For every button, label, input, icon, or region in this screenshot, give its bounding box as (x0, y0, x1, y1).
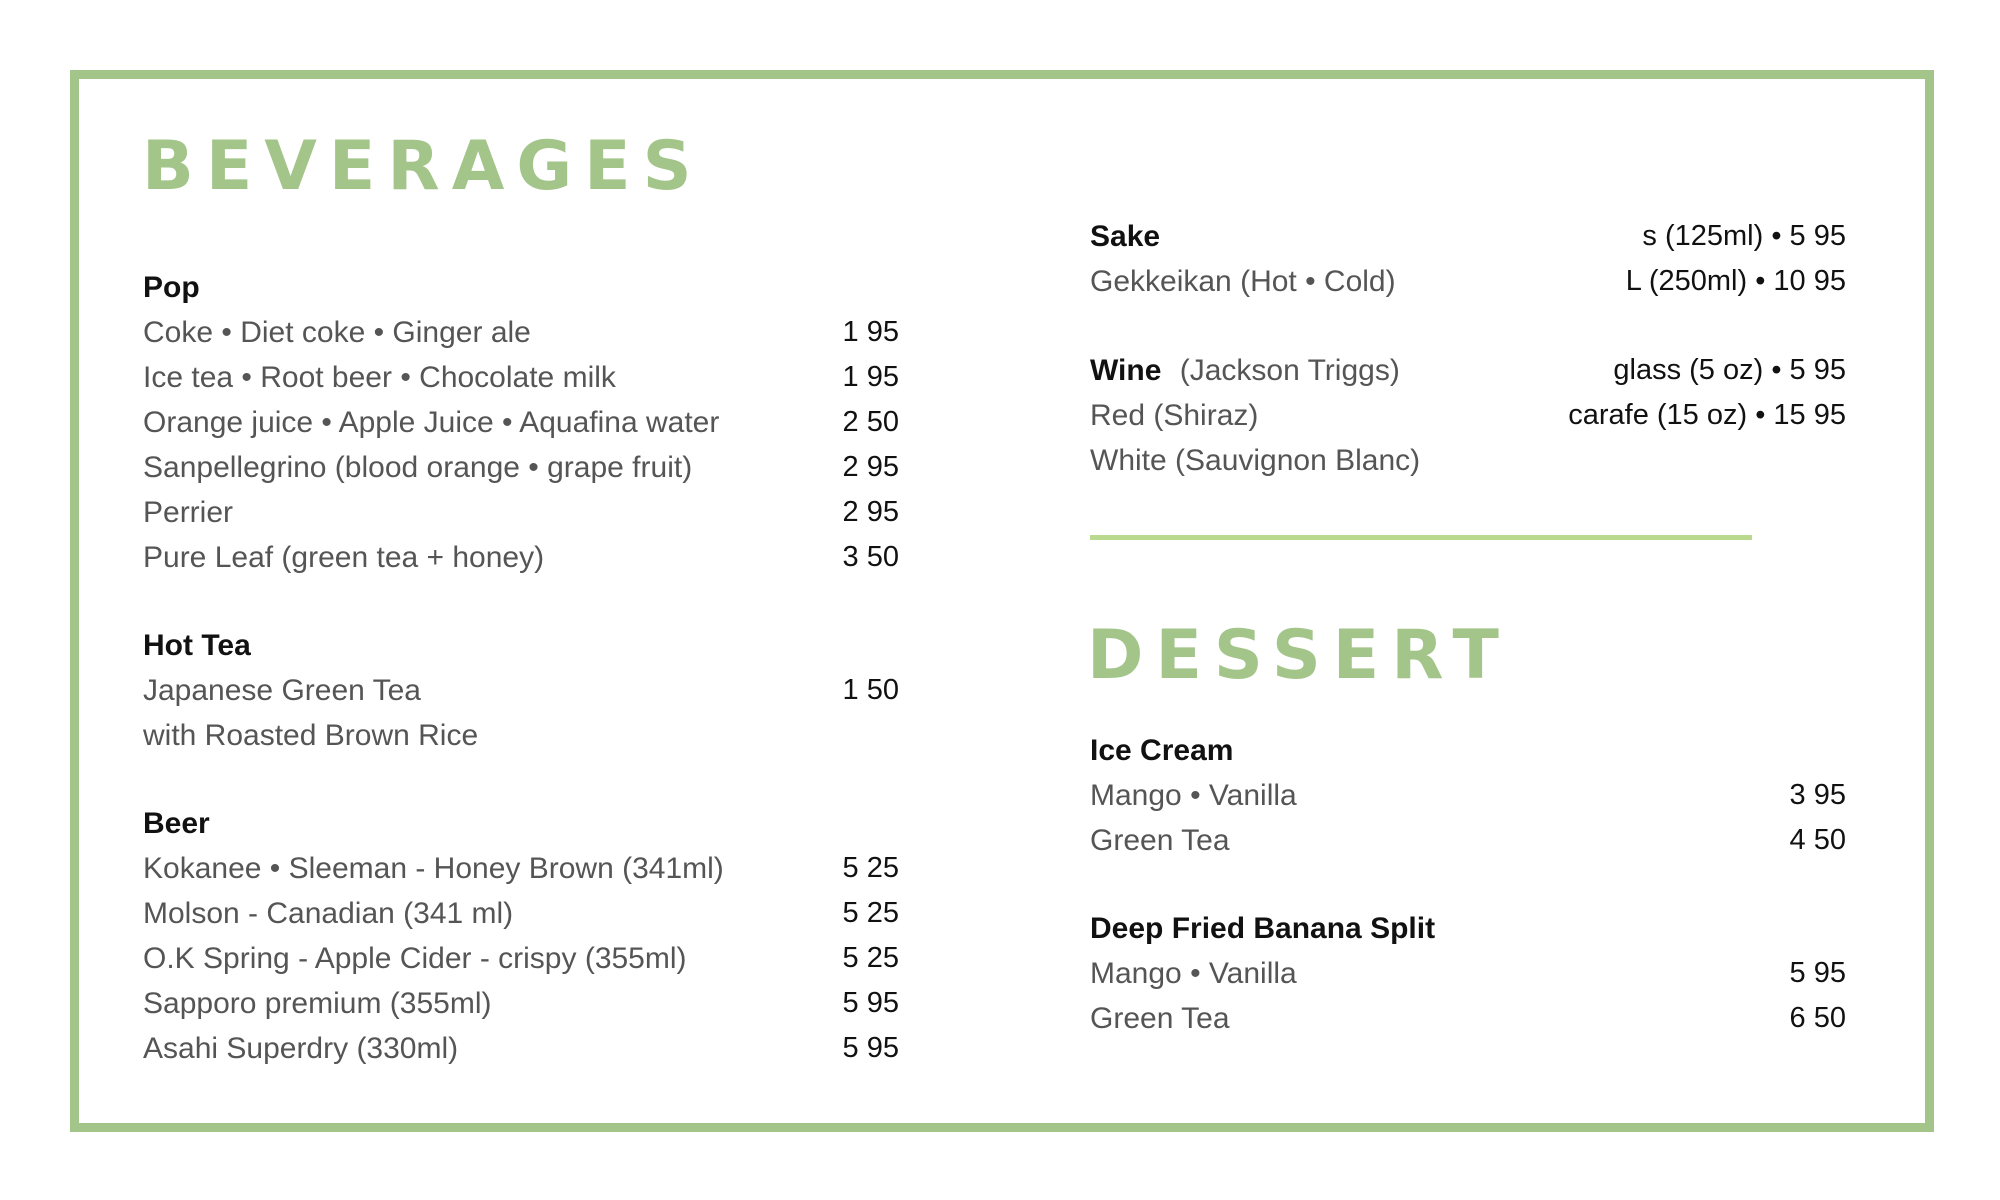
wine-title: Wine (1090, 354, 1162, 387)
menu-item (143, 400, 899, 445)
item-name: Sapporo premium (355ml) (143, 987, 492, 1020)
ice-cream-section (1090, 728, 1846, 863)
pop-section (143, 265, 899, 580)
menu-item (143, 490, 899, 535)
menu-item (1090, 259, 1846, 304)
item-price: 2 95 (842, 451, 899, 483)
item-price: 4 50 (1789, 824, 1846, 856)
sake-small-price: s (125ml) • 5 95 (1642, 220, 1846, 252)
item-price: 5 25 (842, 942, 899, 974)
item-name: with Roasted Brown Rice (143, 719, 479, 752)
menu-item (1090, 951, 1846, 996)
menu-item (1090, 438, 1846, 483)
sake-title: Sake (1090, 220, 1161, 253)
item-price: 5 95 (1789, 957, 1846, 989)
item-price: 1 95 (842, 316, 899, 348)
ice-cream-title: Ice Cream (1090, 734, 1234, 767)
item-name: White (Sauvignon Blanc) (1090, 444, 1421, 477)
item-price: 2 50 (842, 406, 899, 438)
wine-glass-price: glass (5 oz) • 5 95 (1613, 354, 1846, 386)
item-name: Sanpellegrino (blood orange • grape fruit) (143, 451, 693, 484)
item-name: O.K Spring - Apple Cider - crispy (355ml) (143, 942, 687, 975)
item-name: Ice tea • Root beer • Chocolate milk (143, 361, 616, 394)
banana-split-title: Deep Fried Banana Split (1090, 912, 1436, 945)
menu-item (1090, 818, 1846, 863)
item-price: 5 95 (842, 1032, 899, 1064)
item-price: 2 95 (842, 496, 899, 528)
item-price: 1 95 (842, 361, 899, 393)
menu-item (143, 355, 899, 400)
section-divider (1090, 535, 1752, 540)
wine-section (1090, 348, 1846, 483)
menu-item (143, 310, 899, 355)
banana-split-section (1090, 906, 1846, 1041)
menu-item (1090, 773, 1846, 818)
sake-title-row (1090, 214, 1846, 259)
wine-title-note: (Jackson Triggs) (1179, 354, 1400, 387)
item-name: Mango • Vanilla (1090, 779, 1297, 812)
item-name: Mango • Vanilla (1090, 957, 1297, 990)
item-name: Molson - Canadian (341 ml) (143, 897, 514, 930)
menu-item (143, 668, 899, 713)
menu-item (143, 891, 899, 936)
item-price: 5 25 (842, 852, 899, 884)
item-price: L (250ml) • 10 95 (1625, 265, 1846, 297)
item-price: 1 50 (842, 674, 899, 706)
item-name: Green Tea (1090, 824, 1230, 857)
item-price: 5 25 (842, 897, 899, 929)
item-price: 3 95 (1789, 779, 1846, 811)
item-name: Red (Shiraz) (1090, 399, 1259, 432)
menu-item (143, 846, 899, 891)
item-name: Pure Leaf (green tea + honey) (143, 541, 545, 574)
menu-item (1090, 996, 1846, 1041)
item-name: Coke • Diet coke • Ginger ale (143, 316, 531, 349)
item-name: Perrier (143, 496, 234, 529)
pop-title: Pop (143, 271, 200, 304)
item-name: Gekkeikan (Hot • Cold) (1090, 265, 1396, 298)
wine-title-row (1090, 348, 1846, 393)
beer-title: Beer (143, 807, 210, 840)
item-price: carafe (15 oz) • 15 95 (1568, 399, 1846, 431)
item-name: Green Tea (1090, 1002, 1230, 1035)
menu-item (1090, 393, 1846, 438)
menu-item (143, 936, 899, 981)
menu-item (143, 445, 899, 490)
item-name: Japanese Green Tea (143, 674, 421, 707)
item-name: Kokanee • Sleeman - Honey Brown (341ml) (143, 852, 724, 885)
menu-item (143, 1026, 899, 1071)
dessert-heading: DESSERT (1087, 616, 1511, 695)
hot-tea-title: Hot Tea (143, 629, 251, 662)
item-name: Orange juice • Apple Juice • Aquafina water (143, 406, 720, 439)
item-price: 3 50 (842, 541, 899, 573)
menu-item (143, 713, 899, 758)
item-price: 6 50 (1789, 1002, 1846, 1034)
beverages-heading: BEVERAGES (142, 127, 704, 206)
item-name: Asahi Superdry (330ml) (143, 1032, 459, 1065)
item-price: 5 95 (842, 987, 899, 1019)
menu-item (143, 981, 899, 1026)
menu-item (143, 535, 899, 580)
hot-tea-section (143, 623, 899, 758)
beer-section (143, 801, 899, 1071)
sake-section (1090, 214, 1846, 304)
